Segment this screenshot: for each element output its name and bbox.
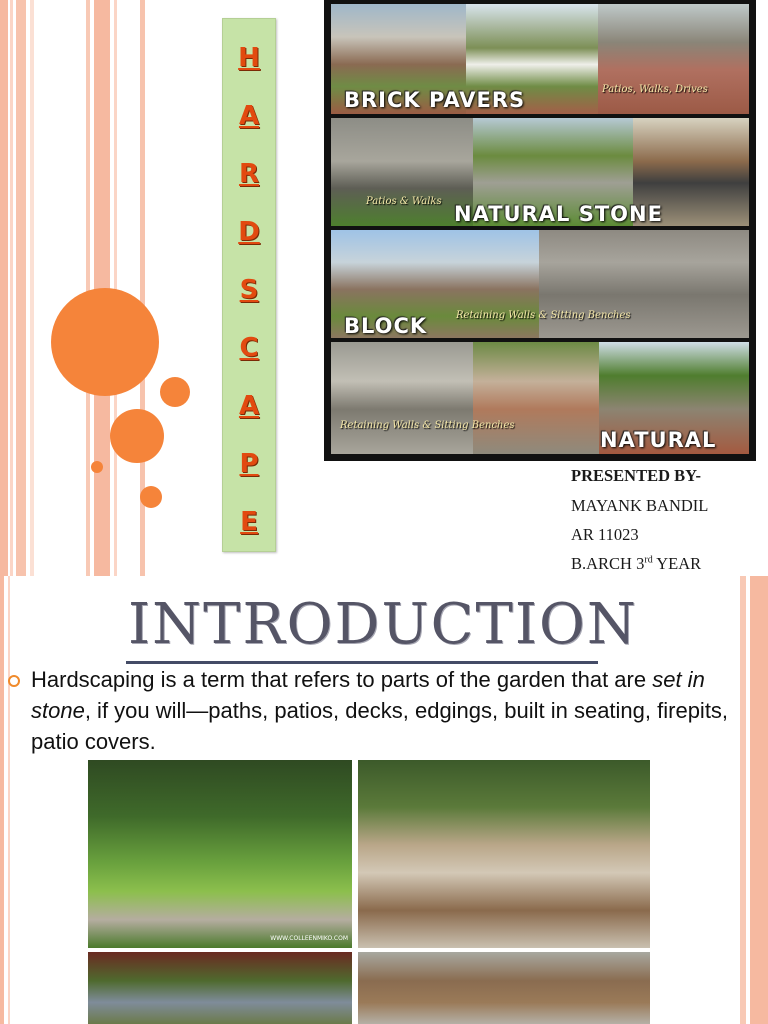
collage-script-label: Patios & Walks: [366, 196, 442, 207]
decor-circle-small: [160, 377, 190, 407]
title-letter: E: [240, 507, 258, 537]
photo-brick-drive: [598, 4, 749, 114]
decor-circle-large: [51, 288, 159, 396]
photo-credit: WWW.COLLEENMIKO.COM: [270, 935, 348, 942]
presented-by-heading: PRESENTED BY-: [571, 466, 702, 485]
decor-stripe: [30, 0, 34, 576]
title-letter: A: [238, 101, 260, 131]
decor-stripe: [750, 576, 768, 1024]
photo-stepping-stones: [358, 760, 650, 948]
bullet-icon: [8, 675, 20, 687]
title-letter: P: [239, 449, 259, 479]
introduction-slide: [0, 576, 768, 1024]
title-letter: A: [238, 391, 260, 421]
presenter-year: [571, 554, 701, 574]
photo-natural-wall: [331, 342, 473, 454]
year-prefix: B.ARCH 3: [571, 554, 645, 573]
collage-script-label: Retaining Walls & Sitting Benches: [456, 310, 631, 321]
presenter-name: MAYANK BANDIL: [571, 496, 709, 515]
decor-stripe: [86, 0, 90, 576]
decor-circle-small: [140, 486, 162, 508]
collage-label: NATURAL: [600, 428, 717, 452]
decor-circle-medium: [110, 409, 164, 463]
decor-stripe: [10, 0, 13, 576]
photo-stone-wall: [331, 118, 473, 226]
intro-text: Hardscaping is a term that refers to parts of the garden that are: [31, 667, 653, 692]
photo-flagstone-gravel: [358, 952, 650, 1024]
decor-stripe: [0, 0, 8, 576]
title-letter: R: [238, 159, 260, 189]
presenter-roll: AR 11023: [571, 525, 639, 544]
photo-garden-path: [88, 760, 352, 948]
decor-stripe: [8, 576, 10, 1024]
photo-block-wall: [539, 230, 749, 338]
collage-label: BRICK PAVERS: [344, 88, 526, 112]
introduction-title: INTRODUCTION: [128, 592, 638, 657]
hardscape-collage: [324, 0, 756, 461]
title-letter: S: [239, 275, 259, 305]
year-superscript: rd: [644, 554, 653, 566]
collage-label: BLOCK: [344, 314, 428, 338]
collage-script-label: Patios, Walks, Drives: [602, 84, 708, 95]
decor-stripe: [740, 576, 746, 1024]
decor-stripe: [16, 0, 26, 576]
intro-text: , if you will—paths, patios, decks, edgings, built in seating, firepits, patio covers.: [31, 698, 729, 754]
intro-italic-text: set in stone: [31, 667, 705, 723]
title-letter: H: [238, 43, 260, 73]
collage-script-label: Retaining Walls & Sitting Benches: [340, 420, 515, 431]
decor-circle-tiny: [91, 461, 103, 473]
year-suffix: YEAR: [652, 554, 702, 573]
collage-label: NATURAL STONE: [454, 202, 663, 226]
decor-stripe: [0, 576, 4, 1024]
vertical-title-bar: [222, 18, 276, 552]
intro-paragraph: [31, 664, 731, 757]
photo-stream-garden: [88, 952, 352, 1024]
title-letter: C: [239, 333, 259, 363]
photo-natural-firepit: [473, 342, 599, 454]
title-letter: D: [238, 217, 260, 247]
